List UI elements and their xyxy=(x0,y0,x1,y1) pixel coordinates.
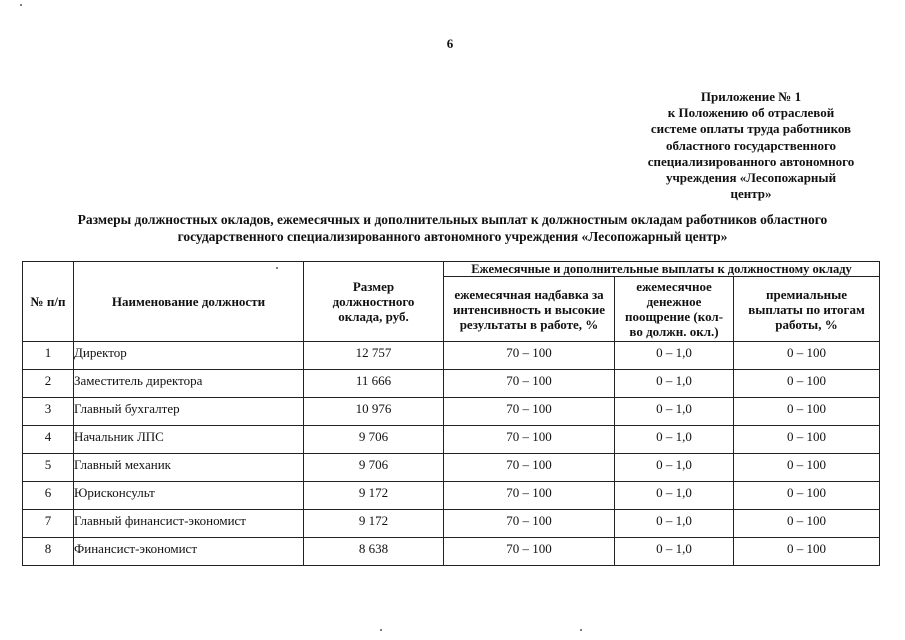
document-title-line: Размеры должностных окладов, ежемесячных и дополнительных выплат к должностным окладам работников областного xyxy=(77,212,828,227)
cell-position: Главный механик xyxy=(74,454,304,482)
cell-bonus: 0 – 100 xyxy=(734,426,880,454)
cell-intensity: 70 – 100 xyxy=(444,538,615,566)
header-bonus: премиальные выплаты по итогам работы, % xyxy=(734,277,880,342)
cell-incentive: 0 – 1,0 xyxy=(615,510,734,538)
cell-position: Главный финансист-экономист xyxy=(74,510,304,538)
cell-incentive: 0 – 1,0 xyxy=(615,370,734,398)
appendix-line: областного государственного xyxy=(665,137,837,153)
appendix-line: Приложение № 1 xyxy=(700,89,802,104)
document-title xyxy=(30,212,875,245)
cell-bonus: 0 – 100 xyxy=(734,538,880,566)
cell-num: 2 xyxy=(23,370,74,398)
cell-num: 7 xyxy=(23,510,74,538)
header-num: № п/п xyxy=(23,262,74,342)
header-intensity: ежемесячная надбавка за интенсивность и высокие результаты в работе, % xyxy=(444,277,615,342)
cell-bonus: 0 – 100 xyxy=(734,482,880,510)
cell-salary: 10 976 xyxy=(304,398,444,426)
cell-num: 6 xyxy=(23,482,74,510)
table-row xyxy=(23,342,880,370)
appendix-line: специализированного автономного xyxy=(647,153,855,169)
cell-num: 5 xyxy=(23,454,74,482)
appendix-line: к Положению об отраслевой xyxy=(667,105,835,121)
cell-num: 1 xyxy=(23,342,74,370)
cell-intensity: 70 – 100 xyxy=(444,482,615,510)
cell-salary: 12 757 xyxy=(304,342,444,370)
table-row xyxy=(23,426,880,454)
cell-bonus: 0 – 100 xyxy=(734,398,880,426)
appendix-line: центр» xyxy=(730,186,772,202)
cell-bonus: 0 – 100 xyxy=(734,454,880,482)
cell-salary: 9 172 xyxy=(304,510,444,538)
appendix-line: системе оплаты труда работников xyxy=(650,121,852,137)
page-number: 6 xyxy=(446,36,454,51)
header-salary: Размер должностного оклада, руб. xyxy=(304,262,444,342)
cell-bonus: 0 – 100 xyxy=(734,342,880,370)
scan-speck xyxy=(380,629,382,631)
scan-speck xyxy=(580,629,582,631)
table-row xyxy=(23,370,880,398)
cell-intensity: 70 – 100 xyxy=(444,426,615,454)
cell-position: Финансист-экономист xyxy=(74,538,304,566)
cell-position: Директор xyxy=(74,342,304,370)
cell-incentive: 0 – 1,0 xyxy=(615,426,734,454)
cell-intensity: 70 – 100 xyxy=(444,342,615,370)
table-row xyxy=(23,538,880,566)
cell-num: 4 xyxy=(23,426,74,454)
appendix-line: учреждения «Лесопожарный xyxy=(665,170,837,186)
cell-incentive: 0 – 1,0 xyxy=(615,538,734,566)
cell-num: 3 xyxy=(23,398,74,426)
appendix-reference xyxy=(620,89,882,202)
cell-position: Начальник ЛПС xyxy=(74,426,304,454)
cell-incentive: 0 – 1,0 xyxy=(615,482,734,510)
scan-speck xyxy=(20,4,22,6)
cell-bonus: 0 – 100 xyxy=(734,510,880,538)
cell-incentive: 0 – 1,0 xyxy=(615,454,734,482)
cell-salary: 11 666 xyxy=(304,370,444,398)
salary-table xyxy=(22,261,880,566)
header-payments-group: Ежемесячные и дополнительные выплаты к должностному окладу xyxy=(444,262,880,277)
cell-salary: 9 706 xyxy=(304,426,444,454)
cell-salary: 8 638 xyxy=(304,538,444,566)
cell-salary: 9 706 xyxy=(304,454,444,482)
table-row xyxy=(23,510,880,538)
cell-salary: 9 172 xyxy=(304,482,444,510)
cell-bonus: 0 – 100 xyxy=(734,370,880,398)
table-row xyxy=(23,398,880,426)
cell-position: Главный бухгалтер xyxy=(74,398,304,426)
header-incentive: ежемесячное денежное поощрение (кол-во должн. окл.) xyxy=(615,277,734,342)
cell-incentive: 0 – 1,0 xyxy=(615,398,734,426)
table-row xyxy=(23,482,880,510)
table-header-row xyxy=(23,262,880,277)
cell-num: 8 xyxy=(23,538,74,566)
table-row xyxy=(23,454,880,482)
cell-intensity: 70 – 100 xyxy=(444,510,615,538)
cell-intensity: 70 – 100 xyxy=(444,370,615,398)
header-position: Наименование должности xyxy=(74,262,304,342)
cell-intensity: 70 – 100 xyxy=(444,398,615,426)
cell-incentive: 0 – 1,0 xyxy=(615,342,734,370)
scan-speck xyxy=(276,267,278,269)
cell-intensity: 70 – 100 xyxy=(444,454,615,482)
cell-position: Юрисконсульт xyxy=(74,482,304,510)
document-title-line: государственного специализированного автономного учреждения «Лесопожарный центр» xyxy=(177,228,728,244)
cell-position: Заместитель директора xyxy=(74,370,304,398)
